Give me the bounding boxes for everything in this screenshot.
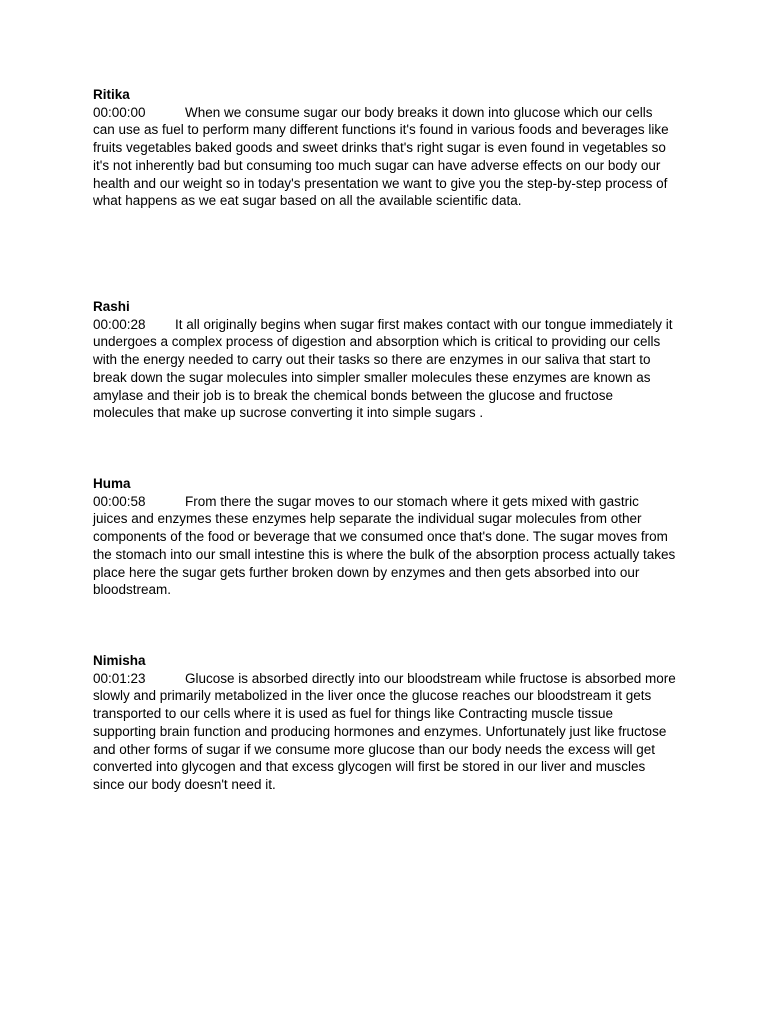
transcript-entry-huma bbox=[93, 475, 677, 599]
timestamp: 00:00:28 bbox=[93, 316, 146, 332]
transcript-text: From there the sugar moves to our stomach where it gets mixed with gastric juices and enzymes these enzymes help separate the individual sugar molecules from other components of the food or beverage that we consumed once that's done. The sugar moves from the stomach into our small intestine this is where the bulk of the absorption process actually takes place here the sugar gets further broken down by enzymes and then gets absorbed into our bloodstream. bbox=[93, 493, 676, 598]
transcript-text: It all originally begins when sugar first makes contact with our tongue immediately it undergoes a complex process of digestion and absorption which is critical to providing our cells with the energy needed to carry out their tasks so there are enzymes in our saliva that start to break down the sugar molecules into simpler smaller molecules these enzymes are known as amylase and their job is to break the chemical bonds between the glucose and fructose molecules that make up sucrose converting it into simple sugars . bbox=[93, 316, 673, 421]
speaker-name: Nimisha bbox=[93, 653, 146, 668]
timestamp: 00:01:23 bbox=[93, 670, 146, 686]
timestamp: 00:00:58 bbox=[93, 493, 146, 509]
timestamp: 00:00:00 bbox=[93, 104, 146, 120]
transcript-text: Glucose is absorbed directly into our bloodstream while fructose is absorbed more slowly and primarily metabolized in the liver once the glucose reaches our bloodstream it gets transported to our cells where it is used as fuel for things like Contracting muscle tissue supporting brain function and producing hormones and enzymes. Unfortunately just like fructose and other forms of sugar if we consume more glucose than our body needs the excess will get converted into glycogen and that excess glycogen will first be stored in our liver and muscles since our body doesn't need it. bbox=[93, 670, 676, 792]
transcript-text: When we consume sugar our body breaks it down into glucose which our cells can use as fuel to perform many different functions it's found in various foods and beverages like fruits vegetables baked goods and sweet drinks that's right sugar is even found in vegetables so it's not inherently bad but consuming too much sugar can have adverse effects on our body our health and our weight so in today's presentation we want to give you the step-by-step process of what happens as we eat sugar based on all the available scientific data. bbox=[93, 104, 669, 209]
speaker-name: Huma bbox=[93, 476, 131, 491]
transcript-entry-nimisha bbox=[93, 652, 677, 794]
speaker-name: Ritika bbox=[93, 87, 130, 102]
speaker-name: Rashi bbox=[93, 299, 130, 314]
transcript-entry-rashi bbox=[93, 298, 677, 422]
transcript-entry-ritika bbox=[93, 86, 677, 210]
